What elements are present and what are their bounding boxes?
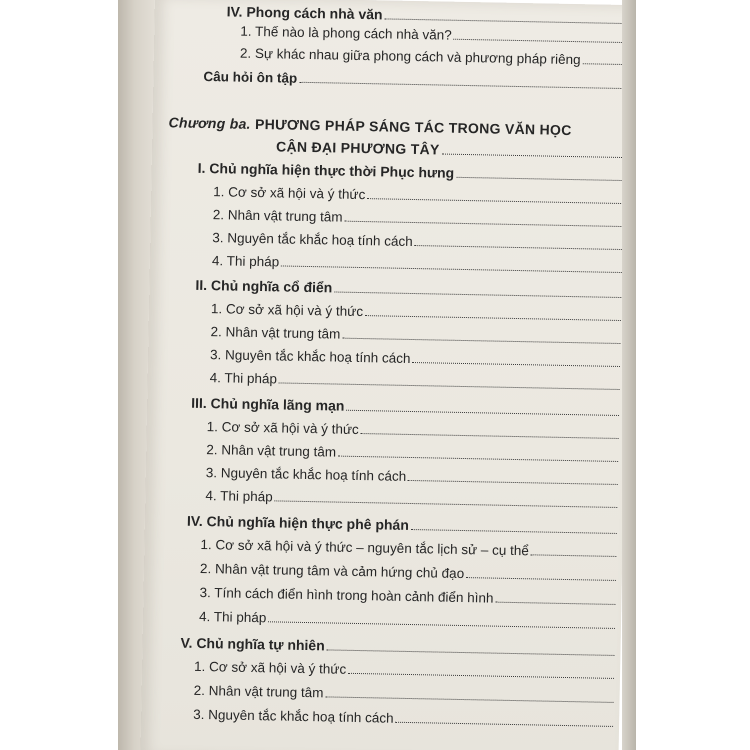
toc-item: 4. Thi pháp [212, 253, 622, 276]
chapter-label: Chương ba. [168, 114, 251, 132]
toc-item: 1. Cơ sở xã hội và ý thức [213, 184, 623, 207]
chapter-title-cont: CẬN ĐẠI PHƯƠNG TÂY [276, 138, 628, 161]
toc-item: 2. Nhân vật trung tâm [210, 324, 620, 347]
toc-item: 1. Cơ sở xã hội và ý thức [207, 419, 619, 442]
toc-item: 4. Thi pháp [199, 609, 615, 632]
toc-item: 2. Nhân vật trung tâm [206, 442, 618, 465]
toc-item: 4. Thi pháp [205, 488, 617, 511]
toc-item: 4. Thi pháp [210, 370, 620, 393]
toc-heading: IV. Chủ nghĩa hiện thực phê phán [187, 513, 617, 537]
toc-item: 3. Nguyên tắc khắc hoạ tính cách [193, 707, 613, 730]
toc-heading: V. Chủ nghĩa tự nhiên [180, 635, 614, 659]
table-of-contents [155, 0, 633, 726]
toc-item: 3. Nguyên tắc khắc hoạ tính cách [210, 347, 620, 370]
toc-item: 2. Nhân vật trung tâm [194, 683, 614, 706]
toc-item: 1. Thế nào là phong cách nhà văn? [240, 24, 626, 46]
toc-item: 1. Cơ sở xã hội và ý thức [194, 659, 614, 682]
chapter-title [168, 114, 628, 139]
book-page [140, 0, 633, 750]
toc-heading: III. Chủ nghĩa lãng mạn [191, 395, 619, 419]
toc-item: 1. Cơ sở xã hội và ý thức [211, 301, 621, 324]
toc-item: 1. Cơ sở xã hội và ý thức – nguyên tắc lịch sử – cụ thể [200, 537, 616, 560]
toc-item: 3. Nguyên tắc khắc hoạ tính cách [212, 230, 622, 253]
toc-heading: I. Chủ nghĩa hiện thực thời Phục hưng [198, 160, 624, 184]
toc-item: 2. Sự khác nhau giữa phong cách và phương pháp riêng [240, 46, 626, 68]
toc-item: 2. Nhân vật trung tâm [213, 207, 623, 230]
toc-item: 3. Tính cách điển hình trong hoàn cảnh điển hình [199, 585, 615, 608]
toc-item: 3. Nguyên tắc khắc hoạ tính cách [206, 465, 618, 488]
toc-review: Câu hỏi ôn tập [203, 69, 625, 92]
book-page-edge [622, 0, 636, 750]
toc-heading: II. Chủ nghĩa cổ điển [195, 277, 621, 301]
toc-item: 2. Nhân vật trung tâm và cảm hứng chủ đạo [200, 561, 616, 584]
toc-heading: IV. Phong cách nhà văn [227, 3, 627, 27]
chapter-title-line1: PHƯƠNG PHÁP SÁNG TÁC TRONG VĂN HỌC [254, 115, 572, 139]
